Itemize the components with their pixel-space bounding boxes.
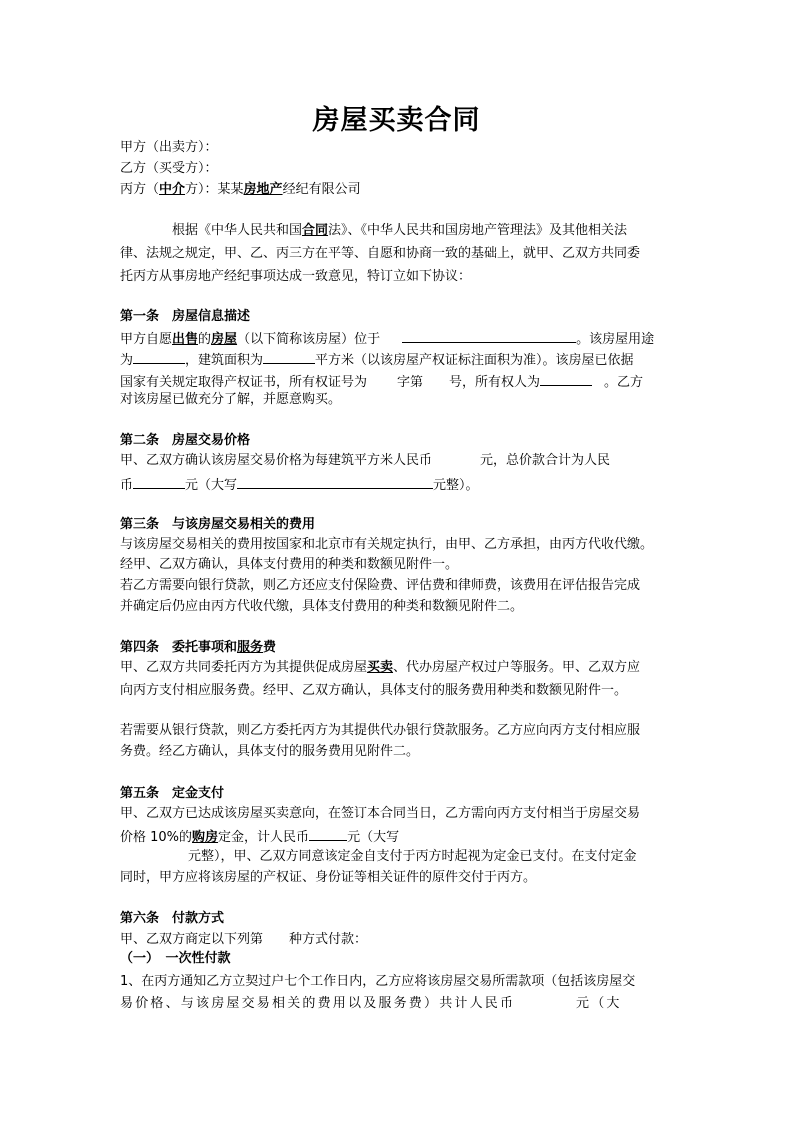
agent-role-link: 中介 — [159, 182, 186, 197]
a1-text: （以下简称该房屋）位于 — [237, 332, 381, 347]
deposit-blank — [309, 827, 347, 841]
article-5-line-4: 同时，甲方应将该房屋的产权证、身份证等相关证件的原件交付于丙方。 — [120, 870, 537, 885]
intro-text: 根据《中华人民共和国 — [172, 223, 303, 238]
article-1-line-1 — [120, 329, 654, 348]
owner-blank — [540, 372, 592, 386]
article-1-line-3 — [120, 372, 643, 391]
a1-text: 。乙方 — [604, 375, 644, 390]
article-1-heading: 第一条 房屋信息描述 — [120, 309, 251, 324]
article-4-line-4: 务费。经乙方确认，具体支付的服务费用见附件二。 — [120, 744, 420, 759]
a1-text: 的 — [198, 332, 212, 347]
a5-text: 定金，计人民币 — [218, 830, 310, 845]
article-4-line-3: 若需要从银行贷款，则乙方委托丙方为其提供代办银行贷款服务。乙方应向丙方支付相应服 — [120, 723, 641, 738]
article-3-heading: 第三条 与该房屋交易相关的费用 — [120, 517, 316, 532]
document-title: 房屋买卖合同 — [312, 105, 481, 136]
agent-house-link: 房地产 — [243, 182, 283, 197]
article-5-line-3: 元整），甲、乙双方同意该定金自支付于丙方时起视为定金已支付。在支付定金 — [188, 849, 637, 864]
article-4-line-2: 向丙方支付相应服务费。经甲、乙双方确认，具体支付的服务费用种类和数额见附件一。 — [120, 683, 628, 698]
a2-text: 币 — [120, 478, 134, 493]
party-buyer: 乙方（买受方）： — [120, 161, 218, 176]
article-6-line-1 — [120, 932, 367, 948]
purchase-link: 购房 — [192, 830, 219, 845]
article-1-line-4: 对该房屋已做充分了解，并愿意购买。 — [120, 392, 342, 407]
intro-text: 法》、《中华人民共和国房地产管理法》及其他相关法 — [328, 223, 628, 238]
article-4-heading — [120, 640, 276, 656]
agent-mid: 方）：某某 — [185, 182, 244, 197]
article-3-line-4: 并确定后仍应由丙方代收代缴，具体支付费用的种类和数额见附件二。 — [120, 599, 524, 614]
article-6-subheading: （一） 一次性付款 — [120, 951, 231, 966]
house-link: 房屋 — [211, 332, 238, 347]
intro-line-3: 托丙方从事房地产经纪事项达成一致意见，特订立如下协议： — [120, 269, 472, 284]
a4-heading-text: 费 — [263, 640, 277, 655]
a2-text: 元整）。 — [433, 478, 479, 493]
a1-text: 号，所有权人为 — [449, 375, 541, 390]
a4-text: 甲、乙双方共同委托丙方为其提供促成房屋 — [120, 660, 368, 675]
a1-text: 平方米（以该房屋产权证标注面积为准）。该房屋已依据 — [315, 353, 634, 368]
agent-prefix: 丙方（ — [120, 182, 160, 197]
a4-heading-text: 第四条 委托事项和 — [120, 640, 238, 655]
a1-text: 字第 — [397, 375, 424, 390]
trade-link: 买卖 — [367, 660, 394, 675]
article-1-line-2 — [120, 350, 634, 369]
a1-text: ，建筑面积为 — [185, 353, 264, 368]
article-2-line-1 — [120, 453, 610, 469]
article-5-line-2 — [120, 827, 399, 846]
sell-link: 出售 — [172, 332, 199, 347]
a1-text: 国家有关规定取得产权证书，所有权证号为 — [120, 375, 368, 390]
price-words-blank — [237, 475, 433, 489]
a2-text: 元（大写 — [185, 478, 238, 493]
address-blank — [402, 329, 576, 343]
service-link: 服务 — [237, 640, 264, 655]
a2-text: 元，总价款合计为人民 — [480, 453, 611, 468]
agent-suffix: 经纪有限公司 — [282, 182, 361, 197]
article-6-line-2: 1、在丙方通知乙方立契过户七个工作日内，乙方应将该房屋交易所需款项（包括该房屋交 — [120, 974, 636, 989]
contract-link: 合同 — [302, 223, 329, 238]
article-3-line-3: 若乙方需要向银行贷款，则乙方还应支付保险费、评估费和律师费，该费用在评估报告完成 — [120, 578, 641, 593]
a5-text: 价格 10%的 — [120, 830, 193, 845]
a5-text: 元（大写 — [347, 830, 400, 845]
total-price-blank — [133, 475, 185, 489]
article-3-line-1: 与该房屋交易相关的费用按国家和北京市有关规定执行，由甲、乙方承担，由丙方代收代缴。 — [120, 537, 654, 552]
article-6-line-3: 易价格、与该房屋交易相关的费用以及服务费）共计人民币 元（大 — [120, 996, 622, 1011]
article-5-heading: 第五条 定金支付 — [120, 786, 225, 801]
a1-text: 为 — [120, 353, 134, 368]
a2-text: 甲、乙双方确认该房屋交易价格为每建筑平方米人民币 — [120, 453, 433, 468]
party-agent — [120, 182, 361, 198]
article-2-line-2 — [120, 475, 479, 494]
article-4-line-1 — [120, 660, 640, 676]
a4-text: 、代办房屋产权过户等服务。甲、乙双方应 — [393, 660, 641, 675]
article-6-heading: 第六条 付款方式 — [120, 911, 225, 926]
a1-text: 。该房屋用途 — [576, 332, 655, 347]
a6-text: 种方式付款： — [289, 932, 368, 947]
a1-text: 甲方自愿 — [120, 332, 173, 347]
a6-text: 甲、乙双方商定以下列第 — [120, 932, 264, 947]
area-blank — [263, 350, 315, 364]
article-2-heading: 第二条 房屋交易价格 — [120, 433, 251, 448]
article-3-line-2: 经甲、乙双方确认，具体支付费用的种类和数额见附件一。 — [120, 557, 459, 572]
party-seller: 甲方（出卖方）： — [120, 140, 218, 155]
article-5-line-1: 甲、乙双方已达成该房屋买卖意向，在签订本合同当日，乙方需向丙方支付相当于房屋交易 — [120, 806, 641, 821]
intro-line-2: 律、法规之规定，甲、乙、丙三方在平等、自愿和协商一致的基础上，就甲、乙双方共同委 — [120, 246, 641, 261]
usage-blank — [133, 350, 185, 364]
intro-line-1 — [172, 223, 627, 239]
